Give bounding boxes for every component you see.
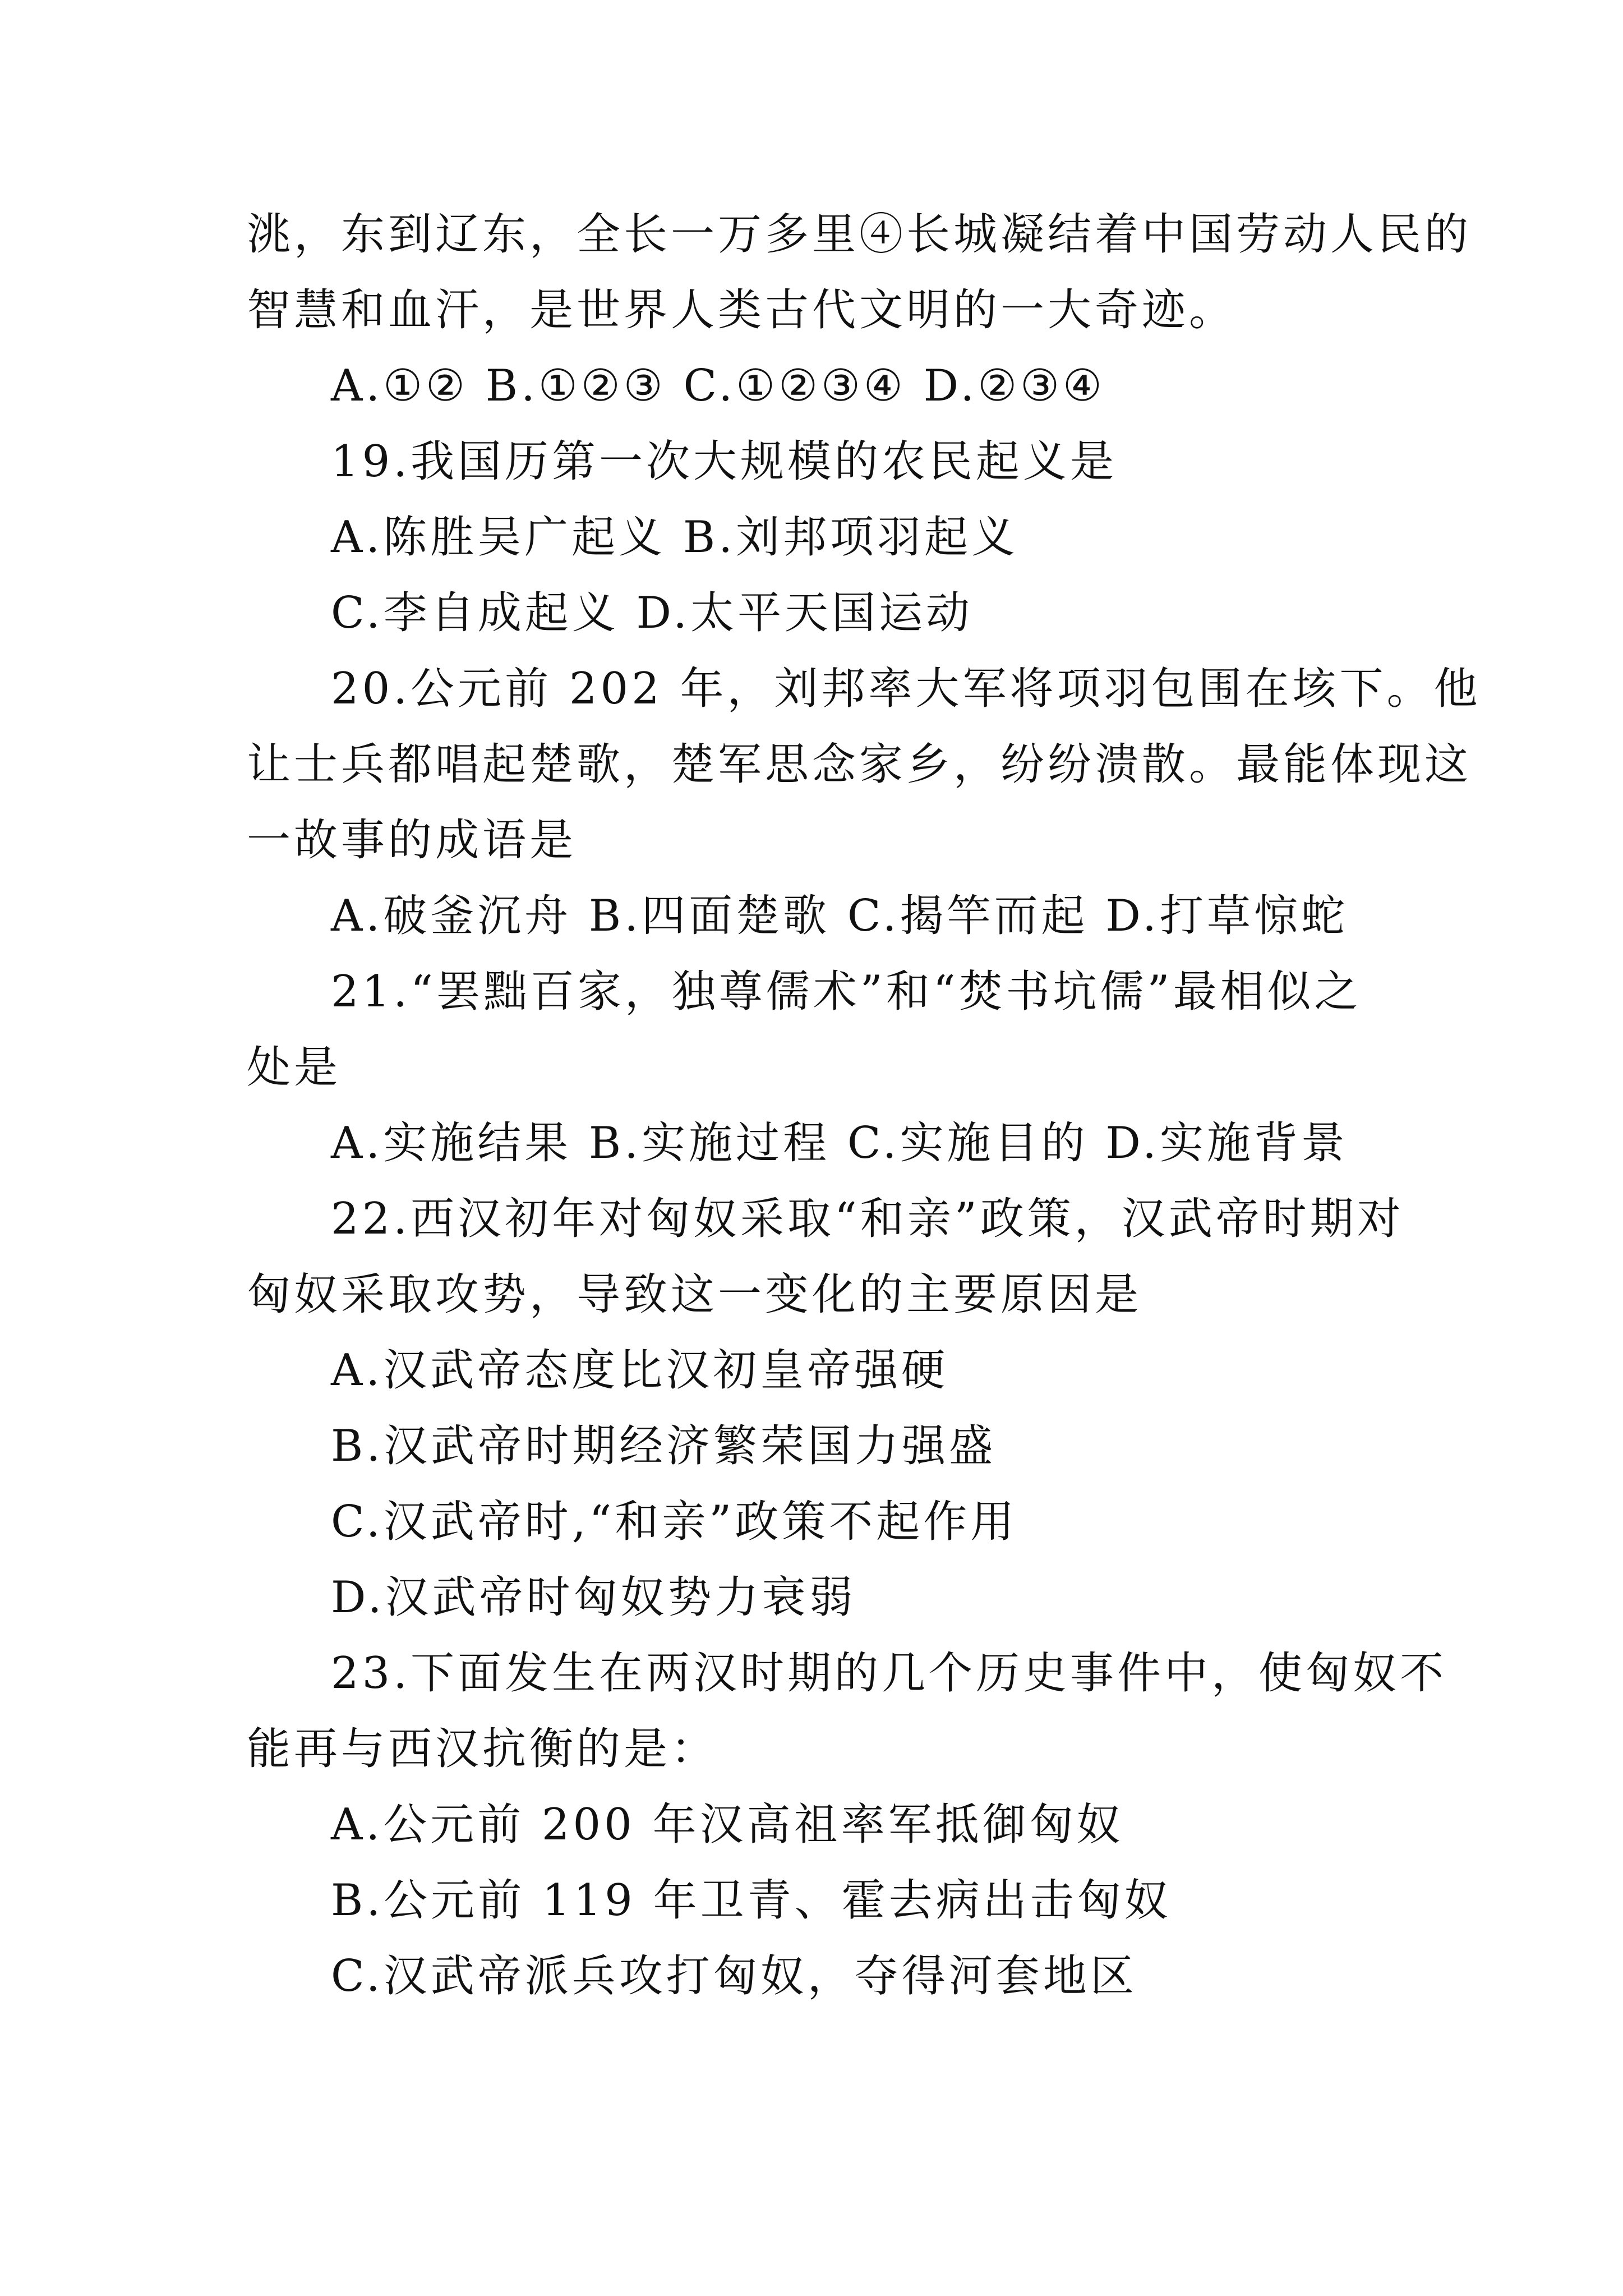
q19-options-cd: C.李自成起义 D.太平天国运动 [331,588,974,638]
q22-option-a: A.汉武帝态度比汉初皇帝强硬 [331,1345,949,1396]
q18-options: A.①② B.①②③ C.①②③④ D.②③④ [331,361,1105,411]
q19-options-ab: A.陈胜吴广起义 B.刘邦项羽起义 [331,512,1019,563]
q20-stem-line-1: 20.公元前 202 年，刘邦率大军将项羽包围在垓下。他 [331,664,1481,714]
q23-option-c: C.汉武帝派兵攻打匈奴，夺得河套地区 [331,1951,1137,2001]
q23-stem-line-2: 能再与西汉抗衡的是： [247,1724,718,1774]
q22-option-c: C.汉武帝时,“和亲”政策不起作用 [331,1497,1018,1547]
q22-stem-line-2: 匈奴采取攻势，导致这一变化的主要原因是 [247,1269,1142,1320]
q21-stem-line-1: 21.“罢黜百家，独尊儒术”和“焚书坑儒”最相似之 [331,967,1362,1017]
q19-stem: 19.我国历第一次大规模的农民起义是 [331,436,1118,487]
q23-stem-line-1: 23.下面发生在两汉时期的几个历史事件中，使匈奴不 [331,1648,1447,1699]
q22-stem-line-1: 22.西汉初年对匈奴采取“和亲”政策，汉武帝时期对 [331,1194,1404,1244]
q22-option-d: D.汉武帝时匈奴势力衰弱 [331,1572,856,1623]
q21-options: A.实施结果 B.实施过程 C.实施目的 D.实施背景 [331,1118,1348,1168]
q18-text-line-2: 智慧和血汗，是世界人类古代文明的一大奇迹。 [247,285,1237,335]
q21-stem-line-2: 处是 [247,1042,342,1093]
q23-option-a: A.公元前 200 年汉高祖率军抵御匈奴 [331,1800,1124,1850]
q23-option-b: B.公元前 119 年卫青、霍去病出击匈奴 [331,1875,1172,1926]
q20-stem-line-2: 让士兵都唱起楚歌，楚军思念家乡，纷纷溃散。最能体现这 [247,739,1472,790]
q20-options: A.破釜沉舟 B.四面楚歌 C.揭竿而起 D.打草惊蛇 [331,891,1348,941]
q20-stem-line-3: 一故事的成语是 [247,815,577,866]
q18-text-line-1: 洮，东到辽东，全长一万多里④长城凝结着中国劳动人民的 [247,209,1472,260]
q22-option-b: B.汉武帝时期经济繁荣国力强盛 [331,1421,997,1471]
